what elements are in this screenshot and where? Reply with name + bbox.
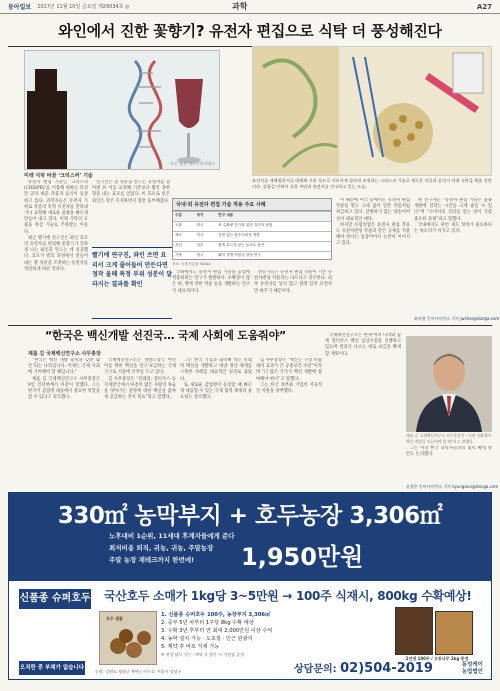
table-row [173, 252, 331, 262]
article2-subtitle: 제롬 김 국제백신연구소 사무총장 [28, 351, 101, 357]
ad-line-2: 최저비용 퇴직, 귀농, 귀농, 주말농장 [109, 544, 214, 552]
ad-brand: 동성케이 농업법인 [461, 662, 483, 675]
newspaper-name: 동아일보 [8, 4, 32, 11]
advertisement [8, 492, 492, 680]
table-cell: 한국 [195, 222, 217, 232]
table-cell: 미국 [195, 232, 217, 242]
offer-item: 4. 농막 설치 가능 · 도로접 · 인근 관광지 [161, 636, 253, 642]
case-table-grid [173, 211, 331, 262]
offer-item: 1. 신품종 슈퍼호두 100주, 농장부지 3,306㎡ [161, 612, 271, 618]
ad-headline: 330㎡ 농막부지 + 호두농장 3,306㎡ [57, 503, 443, 529]
article1-byline: 최지원 동아사이언스 기자 jwchoi@donga.com [414, 316, 500, 321]
ad-top-banner [9, 493, 491, 581]
product-box-dark [395, 607, 433, 655]
wine-dna-photo [24, 50, 220, 170]
article1-column-1: 유전자 편집 기술인 ‘크리스퍼(CRISPR)’를 이용해 원하는 특성만 골라 바꾼 작물과 음식이 등장하고 있다. 과학자들은 유전자 가위로 작물의 특정 유전자를 잘라내거나 교정해 새로운 품종을 빠르게 만들어 내고 있다. 미래 식탁의 모습을 바꿀 기술로 주목받는 이유다. 최근 벨기에 연구진은 와인 효모의 유전자를 편집해 꽃향기가 진하게 나는 와인을 만드는 데 성공했다. 효모가 발효 과정에서 만들어 내는 향 성분을 조절하는 유전자를 정밀하게 바꾼 결과다. [24, 180, 88, 272]
article2-column-6: 그는 이날 한국 과학자들과의 협력 확대 방안도 논의했다. [406, 446, 492, 458]
hotline-number: 02)504-2019 [340, 661, 433, 676]
hotline-label: 상담문의 [294, 664, 333, 675]
ad-badge: 신품종 슈퍼호두 [19, 589, 91, 609]
table-title: 국내·외 유전자 편집 기술 적용 주요 사례 [173, 199, 331, 211]
lab-seed-photo [252, 46, 492, 176]
article1-column-3: 국내에서도 유전자 편집 기술을 농업에 적용하려는 연구가 활발하다. 수확량이 많은 벼, 병에 강한 작물 등을 개발하는 연구가 대표적이다. [172, 270, 250, 294]
ad-price: 1,950만원 [241, 543, 364, 571]
article2-column-1: “한국은 백신 개발 능력을 갖춘 몇 안 되는 나라입니다. 이제는 국제 사회에 기여해야 할 때입니다.” 제롬 김 국제백신연구소 사무총장은 9일 인터뷰에서 이같이 말했다. 그는 한국이 감염병 대응에서 중요한 역할을 할 수 있다고 강조했다. [28, 358, 100, 401]
table-header: 국가 [195, 212, 217, 222]
article1-column-4: 전문가들은 유전자 편집 작물이 기존 유전자변형 작물과는 다르다고 강조한다. 외부 유전자를 넣지 않고 원래 있던 유전자만 바꾸기 때문이다. [254, 270, 332, 294]
table-cell: 가축 [173, 252, 195, 262]
table-cell: 채소 [173, 232, 195, 242]
product-box-light [435, 611, 473, 655]
issue-date: 2017년 11월 10일 금요일 제29034호 ◎ [37, 4, 130, 10]
ad-line-3: 주말 농장 재테크까지 한번에! [109, 556, 195, 564]
table-row [173, 242, 331, 252]
article2-column-3: 그는 한국 기업과 협력해 먹는 콜레라 백신을 개발하고 대량 생산 체계를 구축한 사례를 대표적인 성과로 꼽았다. 또 새로운 감염병이 등장할 때 빠르게 대응할 수 있는 국제 협력 체계의 중요성도 강조했다. [180, 358, 252, 401]
ad-offer-list [161, 611, 381, 667]
section-label: 과학 [232, 2, 248, 11]
table-cell: 벼 수확량 증가를 위한 유전자 편집 [216, 222, 331, 232]
table-cell: 곡물 [173, 222, 195, 232]
pull-quote [92, 247, 172, 319]
ad-phone-strip: 오직한 중 부채가 없습니다 [19, 661, 85, 675]
portrait-photo [406, 336, 492, 432]
ad-address: 농장: 강원도 영월군 북면 / 사무소: 서울시 강남구 [95, 668, 182, 674]
main-headline: 와인에서 진한 꽃향기? 유전자 편집으로 식탁 더 풍성해진다 [58, 22, 442, 40]
offer-item: 2. 중부 5년 차부터 1주당 8kg 수확 예상 [161, 620, 254, 626]
offer-note: ※ 현장 답사 가능 · 예약 후 방문 시 기념품 증정 [161, 652, 245, 657]
banner-caption: 유전자를 재배열하거나 대체해 가위 정도로 자유자재 잘라내 조정하는 크리스퍼 기술로 새로운 작물과 음식이 미래 식탁을 채울 전망이다. 실험실 안에서 식물 씨앗과 유전자를 연구하고 있는 모습. [252, 178, 492, 189]
pull-quote-text: 빨기에 연구진, 와인 쓰면 요리서 크게 줄어들어 만든다면 정작 올해 특정 부위 성분이 달라지는 결과를 확인 [92, 252, 172, 288]
table-cell: 과일 [173, 242, 195, 252]
article1-column-5: 이 때문에 미국 등에서는 유전자 편집 작물을 별도 규제 없이 일반 작물처럼 취급하고 있다. 갈변하지 않는 양송이버섯이 대표적인 예다. 하지만 유럽연합은 유전자 편집 작물도 유전자변형 작물과 같은 규제를 적용해야 한다는 입장이어서 논란이 이어지고 있다. [336, 198, 410, 247]
table-cell: 쉽게 무르지 않는 토마토 품종 [216, 242, 331, 252]
case-table [172, 198, 332, 260]
table-cell: 돼지 질병 저항성 향상 연구 [216, 252, 331, 262]
table-header: 연구 내용 [216, 212, 331, 222]
walnut-sample-image [99, 611, 157, 665]
article2-column-5-text: 국제백신연구소는 현재 여러 나라와 함께 장티푸스 백신 임상시험을 진행하고 있으며 결과가 나오는 대로 보급을 확대할 계획이다. [325, 333, 401, 357]
article1-column-6: 한 연구자는 “유전자 편집 기술은 품종 개발에 걸리는 시간을 크게 줄일 수 있다”며 “소비자의 신뢰를 얻는 것이 가장 중요한 과제”라고 말했다. 국내에서도 관련 제도 정비가 필요하다는 목소리가 커지고 있다. [414, 198, 492, 235]
table-cell: 갈변 없는 양송이버섯 개발 [216, 232, 331, 242]
offer-item: 3. 수확 3년 후부터 연 최대 2,000만원 이상 수익 [161, 628, 273, 634]
product-caption: 2년생 100주 / 오동나무 2kg 증정 [405, 656, 469, 661]
article1-column-2: 연구진은 향 성분을 만드는 유전자를 찾아낸 뒤 이를 교정해 기존보다 훨씬 강한 향을 내는 효모를 얻었다. 이 효모로 빚은 와인은 맛은 유지하면서 향만 풍부해졌다. [92, 180, 170, 204]
masthead [0, 0, 500, 14]
table-source: 자료: 농촌진흥청·ISAAA [172, 262, 211, 266]
table-cell: 영국 [195, 252, 217, 262]
bag-label: 호두 샘플 [106, 616, 123, 621]
ad-headline-2: 국산호두 소매가 1kg당 3~5만원 → 100주 식재시, 800kg 수확예상! [104, 589, 472, 603]
table-row [173, 222, 331, 232]
table-header: 구분 [173, 212, 195, 222]
article2-column-4: 김 사무총장은 “백신은 가장 비용 대비 효과가 큰 공중보건 수단”이라며 “더 많은 국가가 백신 개발에 참여해야 한다”고 말했다. 그는 한국 정부와 기업의 지속적인 지원을 당부했다. [256, 358, 322, 395]
table-cell: 일본 [195, 242, 217, 252]
lede-tag: 미래 식탁 바꿀 ‘크리스퍼’ 기술 [24, 173, 93, 179]
divider [8, 325, 492, 326]
offer-item: 5. 계약 후 바로 식재 가능 [161, 644, 220, 650]
article2-byline: 송경은 동아사이언스 기자 kyungeun@donga.com [406, 484, 499, 489]
article2-headline: “한국은 백신개발 선진국… 국제 사회에 도움줘야” [44, 329, 287, 342]
portrait-caption: 제롬 김 국제백신연구소 사무총장은 “국제 사회에서 백신 개발을 이끌어야 할 때”라고 말했다. [406, 433, 492, 444]
spacer [92, 322, 93, 323]
photo-credit: 사진 출처 게티이미지뱅크 [169, 161, 215, 166]
page-number: A27 [476, 2, 492, 11]
ad-hotline: 상담문의: 02)504-2019 [294, 661, 433, 676]
product-image [389, 607, 485, 663]
article2-column-2: 국제백신연구소는 개발도상국 어린이를 위한 백신을 연구·보급하는 국제기구로 서울에 본부를 두고 있다. 김 사무총장은 “콜레라, 장티푸스 등 저개발국에서 여전히 많은 사람의 목숨을 앗아가는 질병에 대한 백신을 값싸게 공급하는 것이 목표”라고 말했다. [104, 358, 176, 401]
article2-column-5 [325, 333, 401, 437]
ad-line-1: 노후대비 1순위, 11세대 후계자들에게 준다 [109, 532, 235, 540]
table-row [173, 232, 331, 242]
